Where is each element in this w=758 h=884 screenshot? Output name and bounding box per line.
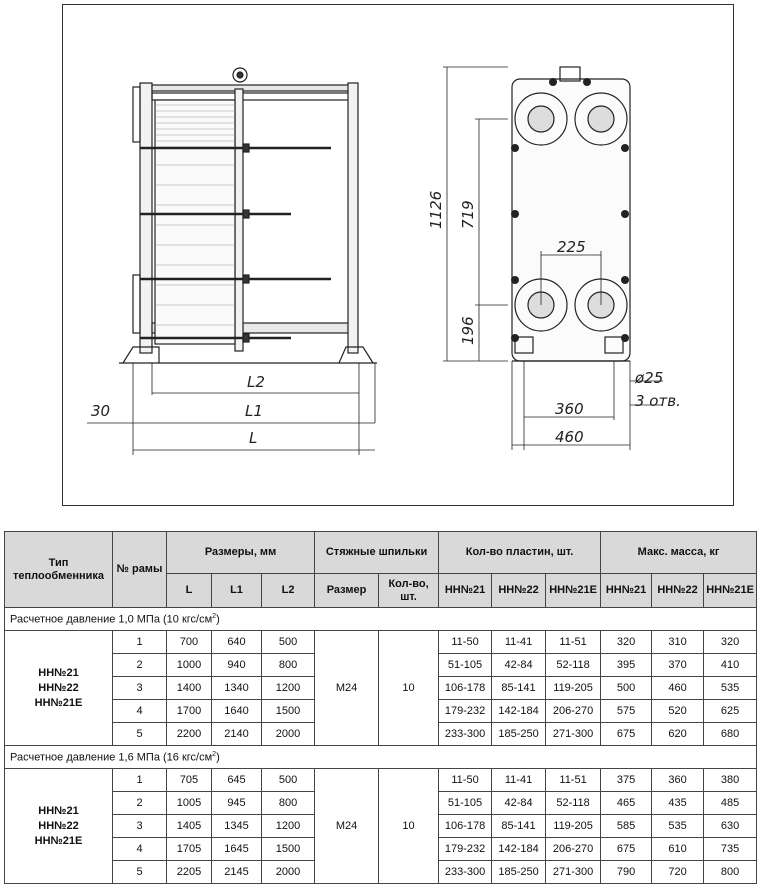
m22-cell: 720 bbox=[652, 861, 704, 884]
fixed-plate bbox=[140, 83, 152, 353]
size-L2-cell: 800 bbox=[262, 654, 315, 677]
stud-qty-cell: 10 bbox=[379, 769, 439, 884]
m21-cell: 675 bbox=[601, 838, 652, 861]
header-type: Тип теплообменника bbox=[5, 532, 113, 608]
p21e-cell: 11-51 bbox=[546, 631, 601, 654]
dim-width-460: 460 bbox=[555, 428, 584, 446]
p21e-cell: 11-51 bbox=[546, 769, 601, 792]
p21-cell: 11-50 bbox=[439, 769, 492, 792]
p21-cell: 179-232 bbox=[439, 838, 492, 861]
p21-cell: 51-105 bbox=[439, 792, 492, 815]
p21e-cell: 206-270 bbox=[546, 838, 601, 861]
pressure-sup: 2 bbox=[212, 750, 217, 758]
p22-cell: 42-84 bbox=[492, 792, 546, 815]
technical-drawing bbox=[62, 4, 734, 506]
pressure-suffix: ) bbox=[216, 613, 220, 626]
m21-cell: 375 bbox=[601, 769, 652, 792]
size-L-cell: 1705 bbox=[167, 838, 212, 861]
pressure-section-row bbox=[5, 608, 757, 631]
header-plates-22: НН№22 bbox=[492, 574, 546, 608]
m22-cell: 535 bbox=[652, 815, 704, 838]
frame-cell: 5 bbox=[113, 861, 167, 884]
size-L-cell: 1000 bbox=[167, 654, 212, 677]
p21-cell: 179-232 bbox=[439, 700, 492, 723]
size-L1-cell: 940 bbox=[212, 654, 262, 677]
dim-height-196: 196 bbox=[459, 316, 477, 345]
pressure-text: Расчетное давление 1,6 МПа (16 кгс/см bbox=[10, 751, 213, 764]
m21e-cell: 535 bbox=[704, 677, 757, 700]
size-L1-cell: 945 bbox=[212, 792, 262, 815]
size-L-cell: 2205 bbox=[167, 861, 212, 884]
p22-cell: 11-41 bbox=[492, 631, 546, 654]
m22-cell: 620 bbox=[652, 723, 704, 746]
m22-cell: 370 bbox=[652, 654, 704, 677]
plate-pack bbox=[155, 100, 235, 344]
dim-hole-diameter: ø25 bbox=[635, 369, 664, 387]
m21-cell: 585 bbox=[601, 815, 652, 838]
p21e-cell: 271-300 bbox=[546, 723, 601, 746]
size-L1-cell: 640 bbox=[212, 631, 262, 654]
p22-cell: 142-184 bbox=[492, 838, 546, 861]
frame-cell: 4 bbox=[113, 838, 167, 861]
p21e-cell: 52-118 bbox=[546, 654, 601, 677]
size-L-cell: 1005 bbox=[167, 792, 212, 815]
p21e-cell: 271-300 bbox=[546, 861, 601, 884]
size-L1-cell: 645 bbox=[212, 769, 262, 792]
p22-cell: 85-141 bbox=[492, 815, 546, 838]
size-L1-cell: 2145 bbox=[212, 861, 262, 884]
header-sizes: Размеры, мм bbox=[167, 532, 315, 574]
m21e-cell: 320 bbox=[704, 631, 757, 654]
dim-offset-30: 30 bbox=[91, 402, 111, 420]
p21e-cell: 119-205 bbox=[546, 815, 601, 838]
side-dimension-lines bbox=[87, 363, 375, 455]
m21-cell: 675 bbox=[601, 723, 652, 746]
left-nozzle-bottom bbox=[133, 275, 140, 333]
header-plates-qty: Кол-во пластин, шт. bbox=[439, 532, 601, 574]
size-L2-cell: 500 bbox=[262, 769, 315, 792]
table-row bbox=[5, 769, 757, 792]
p21-cell: 106-178 bbox=[439, 815, 492, 838]
header-L2: L2 bbox=[262, 574, 315, 608]
size-L2-cell: 2000 bbox=[262, 861, 315, 884]
m21e-cell: 680 bbox=[704, 723, 757, 746]
header-mass-21e: НН№21Е bbox=[704, 574, 757, 608]
pressure-sup: 2 bbox=[212, 612, 217, 620]
m22-cell: 520 bbox=[652, 700, 704, 723]
dim-width-360: 360 bbox=[555, 400, 584, 418]
table-row bbox=[5, 631, 757, 654]
left-nozzle-top bbox=[133, 87, 140, 142]
m22-cell: 310 bbox=[652, 631, 704, 654]
frame-cell: 2 bbox=[113, 654, 167, 677]
pressure-label bbox=[5, 746, 757, 769]
m21e-cell: 630 bbox=[704, 815, 757, 838]
p22-cell: 85-141 bbox=[492, 677, 546, 700]
p21e-cell: 119-205 bbox=[546, 677, 601, 700]
m21-cell: 465 bbox=[601, 792, 652, 815]
p21e-cell: 52-118 bbox=[546, 792, 601, 815]
size-L2-cell: 1200 bbox=[262, 815, 315, 838]
size-L2-cell: 800 bbox=[262, 792, 315, 815]
header-L1: L1 bbox=[212, 574, 262, 608]
header-frame-no: № рамы bbox=[113, 532, 167, 608]
p21-cell: 51-105 bbox=[439, 654, 492, 677]
model-name: НН№22 bbox=[38, 681, 79, 694]
header-L: L bbox=[167, 574, 212, 608]
pressure-text: Расчетное давление 1,0 МПа (10 кгс/см bbox=[10, 613, 213, 626]
header-plates-21e: НН№21Е bbox=[546, 574, 601, 608]
m22-cell: 610 bbox=[652, 838, 704, 861]
model-group bbox=[5, 631, 113, 746]
model-name: НН№21 bbox=[38, 666, 79, 679]
header-stud-size: Размер bbox=[315, 574, 379, 608]
frame-cell: 2 bbox=[113, 792, 167, 815]
p22-cell: 42-84 bbox=[492, 654, 546, 677]
p21-cell: 106-178 bbox=[439, 677, 492, 700]
frame-cell: 1 bbox=[113, 631, 167, 654]
p22-cell: 142-184 bbox=[492, 700, 546, 723]
size-L-cell: 1405 bbox=[167, 815, 212, 838]
size-L1-cell: 1640 bbox=[212, 700, 262, 723]
dim-L: L bbox=[249, 429, 258, 447]
size-L2-cell: 2000 bbox=[262, 723, 315, 746]
model-name: НН№21 bbox=[38, 804, 79, 817]
p21-cell: 233-300 bbox=[439, 861, 492, 884]
size-L-cell: 705 bbox=[167, 769, 212, 792]
size-L-cell: 2200 bbox=[167, 723, 212, 746]
m21-cell: 575 bbox=[601, 700, 652, 723]
model-name: НН№22 bbox=[38, 819, 79, 832]
m21-cell: 320 bbox=[601, 631, 652, 654]
p21-cell: 233-300 bbox=[439, 723, 492, 746]
m21e-cell: 380 bbox=[704, 769, 757, 792]
m22-cell: 435 bbox=[652, 792, 704, 815]
m21-cell: 790 bbox=[601, 861, 652, 884]
p21-cell: 11-50 bbox=[439, 631, 492, 654]
size-L2-cell: 1500 bbox=[262, 838, 315, 861]
p22-cell: 11-41 bbox=[492, 769, 546, 792]
m21e-cell: 485 bbox=[704, 792, 757, 815]
size-L2-cell: 1200 bbox=[262, 677, 315, 700]
size-L-cell: 1400 bbox=[167, 677, 212, 700]
m22-cell: 360 bbox=[652, 769, 704, 792]
header-plates-21: НН№21 bbox=[439, 574, 492, 608]
header-mass-22: НН№22 bbox=[652, 574, 704, 608]
m21e-cell: 410 bbox=[704, 654, 757, 677]
m21-cell: 395 bbox=[601, 654, 652, 677]
stud-size-cell: М24 bbox=[315, 769, 379, 884]
size-L-cell: 700 bbox=[167, 631, 212, 654]
header-mass-21: НН№21 bbox=[601, 574, 652, 608]
frame-cell: 4 bbox=[113, 700, 167, 723]
dim-width-225: 225 bbox=[557, 238, 586, 256]
dim-hole-count: 3 отв. bbox=[635, 392, 681, 410]
model-name: НН№21Е bbox=[34, 696, 83, 709]
upper-guide-bar bbox=[152, 85, 356, 91]
frame-cell: 5 bbox=[113, 723, 167, 746]
size-L1-cell: 2140 bbox=[212, 723, 262, 746]
model-name: НН№21Е bbox=[34, 834, 83, 847]
size-L2-cell: 500 bbox=[262, 631, 315, 654]
drawing-svg bbox=[63, 5, 735, 507]
p22-cell: 185-250 bbox=[492, 861, 546, 884]
m21e-cell: 625 bbox=[704, 700, 757, 723]
p22-cell: 185-250 bbox=[492, 723, 546, 746]
size-L2-cell: 1500 bbox=[262, 700, 315, 723]
pressure-label bbox=[5, 608, 757, 631]
size-L1-cell: 1340 bbox=[212, 677, 262, 700]
frame-cell: 1 bbox=[113, 769, 167, 792]
m22-cell: 460 bbox=[652, 677, 704, 700]
spec-table bbox=[4, 531, 757, 884]
size-L-cell: 1700 bbox=[167, 700, 212, 723]
m21e-cell: 735 bbox=[704, 838, 757, 861]
dim-height-719: 719 bbox=[459, 200, 477, 229]
frame-cell: 3 bbox=[113, 815, 167, 838]
stud-size-cell: М24 bbox=[315, 631, 379, 746]
frame-cell: 3 bbox=[113, 677, 167, 700]
stud-qty-cell: 10 bbox=[379, 631, 439, 746]
dim-L2: L2 bbox=[247, 373, 265, 391]
upper-guide-bar-lower bbox=[152, 93, 356, 100]
header-max-mass: Макс. масса, кг bbox=[601, 532, 757, 574]
p21e-cell: 206-270 bbox=[546, 700, 601, 723]
size-L1-cell: 1345 bbox=[212, 815, 262, 838]
model-group bbox=[5, 769, 113, 884]
dim-height-1126: 1126 bbox=[427, 190, 445, 229]
support-column bbox=[348, 83, 358, 353]
pressure-section-row bbox=[5, 746, 757, 769]
pressure-plate bbox=[235, 89, 243, 351]
pressure-suffix: ) bbox=[216, 751, 220, 764]
dim-L1: L1 bbox=[245, 402, 263, 420]
size-L1-cell: 1645 bbox=[212, 838, 262, 861]
m21e-cell: 800 bbox=[704, 861, 757, 884]
header-stud-qty: Кол-во, шт. bbox=[379, 574, 439, 608]
header-studs: Стяжные шпильки bbox=[315, 532, 439, 574]
m21-cell: 500 bbox=[601, 677, 652, 700]
